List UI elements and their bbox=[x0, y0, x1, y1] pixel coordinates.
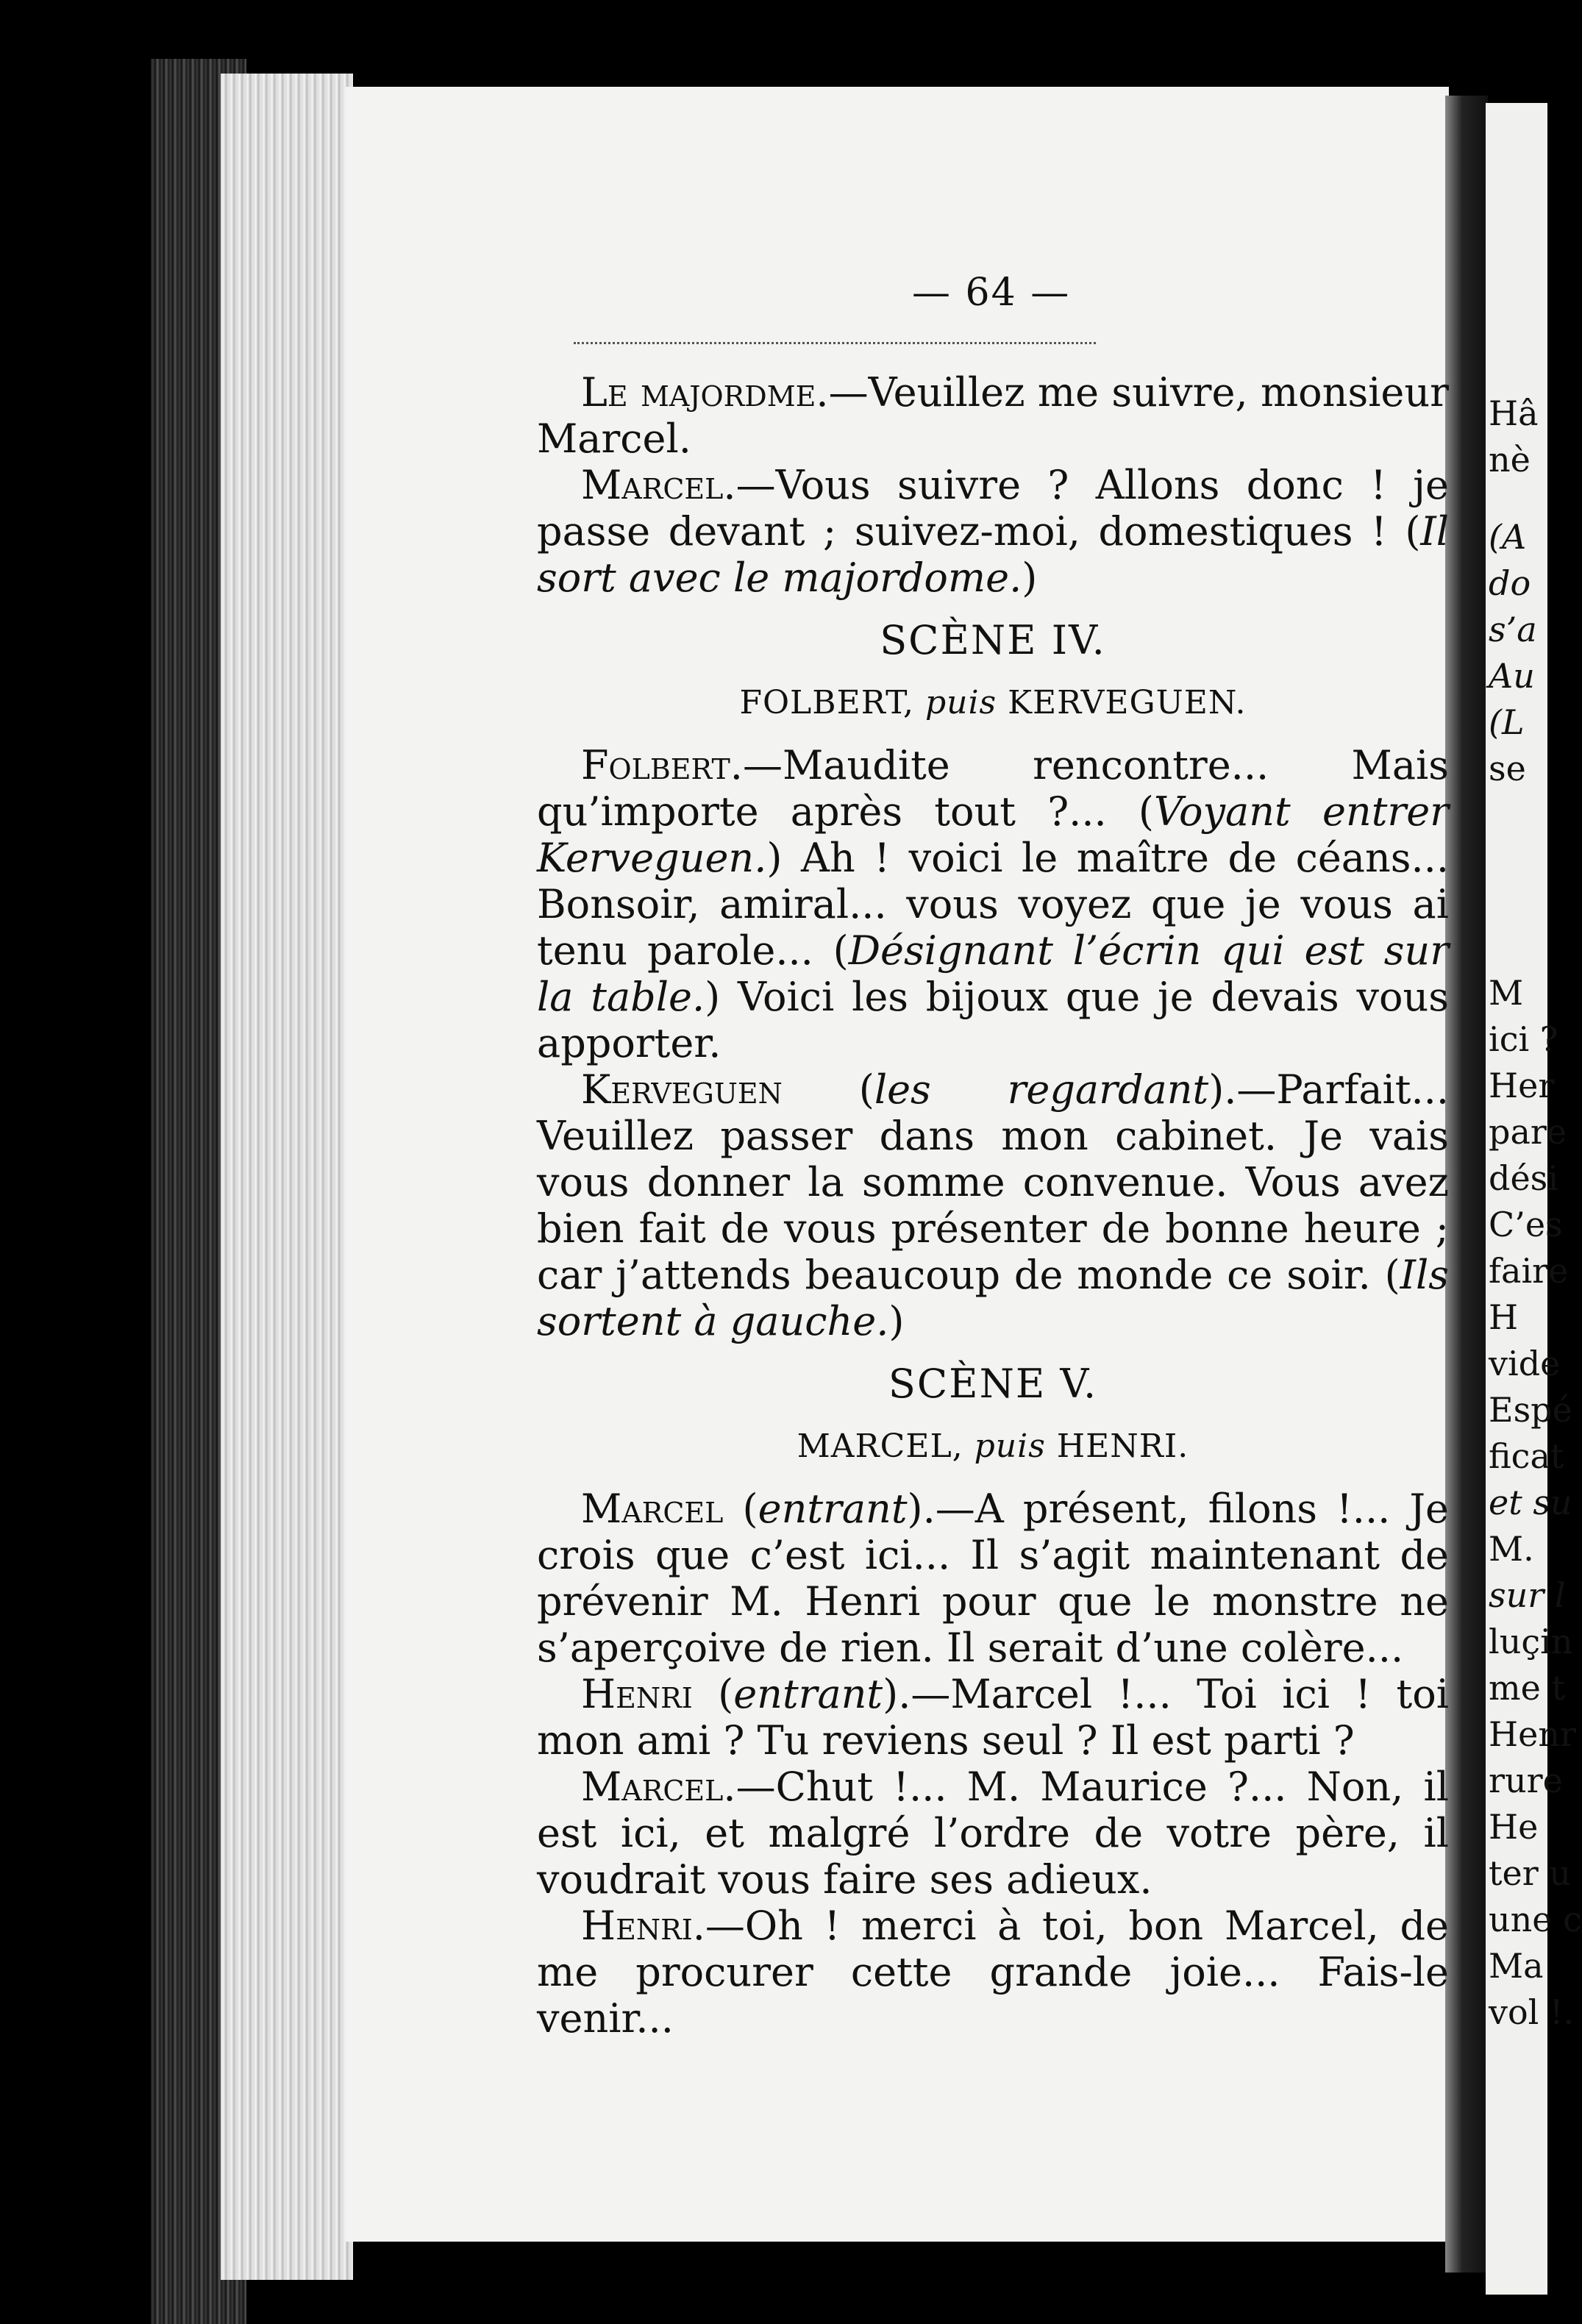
speaker-name: Henri. bbox=[581, 1903, 705, 1949]
facing-fragment: s’a bbox=[1489, 610, 1537, 649]
facing-fragment: Hâ bbox=[1489, 393, 1539, 433]
facing-fragment: Au bbox=[1489, 656, 1535, 696]
speaker-name: Le majordme. bbox=[581, 369, 829, 416]
facing-fragment: vide bbox=[1489, 1344, 1561, 1383]
speech-marcel: Marcel (entrant).—A présent, filons !... Je crois que c’est ici... Il s’agit maintenant de prévenir M. Henri pour que le monstre ne s’aperçoive de rien. Il serait d’une colère... bbox=[537, 1486, 1450, 1671]
facing-fragment: C’es bbox=[1489, 1205, 1563, 1244]
facing-fragment: Espé bbox=[1489, 1390, 1572, 1430]
facing-fragment: do bbox=[1489, 563, 1531, 603]
speaker-name: Kerveguen bbox=[581, 1066, 783, 1113]
spine-shadow bbox=[1445, 96, 1488, 2273]
speech-text: —Vous suivre ? Allons donc ! je passe devant ; suivez-moi, domestiques ! ( bbox=[537, 462, 1449, 555]
facing-fragment: (L bbox=[1489, 702, 1525, 742]
facing-fragment: Ma bbox=[1489, 1946, 1544, 1986]
facing-fragment: ficat bbox=[1489, 1436, 1564, 1476]
facing-fragment: nè bbox=[1489, 440, 1531, 480]
speaker-name: Marcel. bbox=[581, 1764, 736, 1810]
stage-direction: les regardant bbox=[874, 1066, 1209, 1113]
scene-heading: SCÈNE V. bbox=[888, 1361, 1098, 1407]
speaker-name: Marcel. bbox=[581, 462, 736, 508]
facing-fragment: une c bbox=[1489, 1900, 1582, 1939]
facing-fragment: et su bbox=[1489, 1483, 1572, 1522]
stage-direction: entrant bbox=[733, 1671, 883, 1717]
speech-text: —Veuillez me suivre, monsieur Marcel. bbox=[537, 369, 1449, 462]
speech-marcel: Marcel.—Vous suivre ? Allons donc ! je passe devant ; suivez-moi, domestiques ! (Il sort avec le majordome.) bbox=[537, 462, 1449, 601]
facing-fragment: me t bbox=[1489, 1668, 1565, 1708]
facing-fragment: H bbox=[1489, 1297, 1519, 1337]
stage-direction: Ils sortent à gauche. bbox=[537, 1252, 1449, 1344]
speaker-name: Marcel bbox=[581, 1486, 724, 1532]
page-number: — 64 — bbox=[912, 271, 1071, 315]
stage-direction: entrant bbox=[758, 1486, 908, 1532]
facing-fragment: ici ? bbox=[1489, 1019, 1558, 1059]
play-text bbox=[537, 369, 1449, 2042]
header-rule bbox=[574, 342, 1096, 344]
facing-fragment: vol !. bbox=[1489, 1992, 1575, 2032]
page-stack-edges bbox=[221, 74, 353, 2280]
facing-fragment: rure bbox=[1489, 1761, 1563, 1800]
speech-henri: Henri.—Oh ! merci à toi, bon Marcel, de me procurer cette grande joie... Fais-le venir... bbox=[537, 1903, 1449, 2042]
speaker-name: Folbert. bbox=[581, 742, 743, 788]
scene-cast: FOLBERT, puis KERVEGUEN. bbox=[739, 684, 1247, 721]
speech-kerveguen: Kerveguen (les regardant).—Parfait... Veuillez passer dans mon cabinet. Je vais vous donner la somme convenue. Vous avez bien fait de vous présenter de bonne heure ; car j’attends beaucoup de monde ce soir. (Ils sortent à gauche.) bbox=[537, 1066, 1449, 1344]
scene-cast: MARCEL, puis HENRI. bbox=[797, 1427, 1189, 1465]
facing-fragment: pare bbox=[1489, 1112, 1567, 1152]
facing-fragment: faire bbox=[1489, 1251, 1569, 1291]
speaker-name: Henri bbox=[581, 1671, 693, 1717]
speech-henri: Henri (entrant).—Marcel !... Toi ici ! toi mon ami ? Tu reviens seul ? Il est parti ? bbox=[537, 1671, 1450, 1764]
speech-marcel: Marcel.—Chut !... M. Maurice ?... Non, il est ici, et malgré l’ordre de votre père, il voudrait vous faire ses adieux. bbox=[537, 1764, 1449, 1903]
facing-fragment: M bbox=[1489, 973, 1524, 1013]
facing-fragment: luçin bbox=[1489, 1622, 1573, 1661]
scene-heading: SCÈNE IV. bbox=[880, 617, 1106, 663]
facing-fragment: Henr bbox=[1489, 1714, 1576, 1754]
facing-fragment: He bbox=[1489, 1807, 1539, 1847]
facing-fragment: sur l bbox=[1489, 1575, 1566, 1615]
facing-fragment: dési bbox=[1489, 1158, 1558, 1198]
facing-fragment: Her bbox=[1489, 1066, 1555, 1105]
speech-folbert: Folbert.—Maudite rencontre... Mais qu’importe après tout ?... (Voyant entrer Kerveguen.) Ah ! voici le maître de céans... Bonsoir, amiral... vous voyez que je vous ai tenu parole... (Désignant l’écrin qui est sur la table.) Voici les bijoux que je devais vous apporter. bbox=[537, 742, 1450, 1066]
facing-fragment: se bbox=[1489, 749, 1526, 788]
stage-direction: Désignant l’écrin qui est sur la table. bbox=[537, 927, 1450, 1020]
stage-direction: Voyant entrer Kerveguen. bbox=[537, 788, 1449, 881]
facing-fragment: ter u bbox=[1489, 1853, 1571, 1893]
facing-fragment: M. bbox=[1489, 1529, 1534, 1569]
facing-fragment: (A bbox=[1489, 517, 1527, 557]
facing-page bbox=[1486, 103, 1582, 2295]
speech-majordome bbox=[537, 369, 1449, 462]
stage-direction: Il sort avec le majordome. bbox=[537, 508, 1449, 601]
